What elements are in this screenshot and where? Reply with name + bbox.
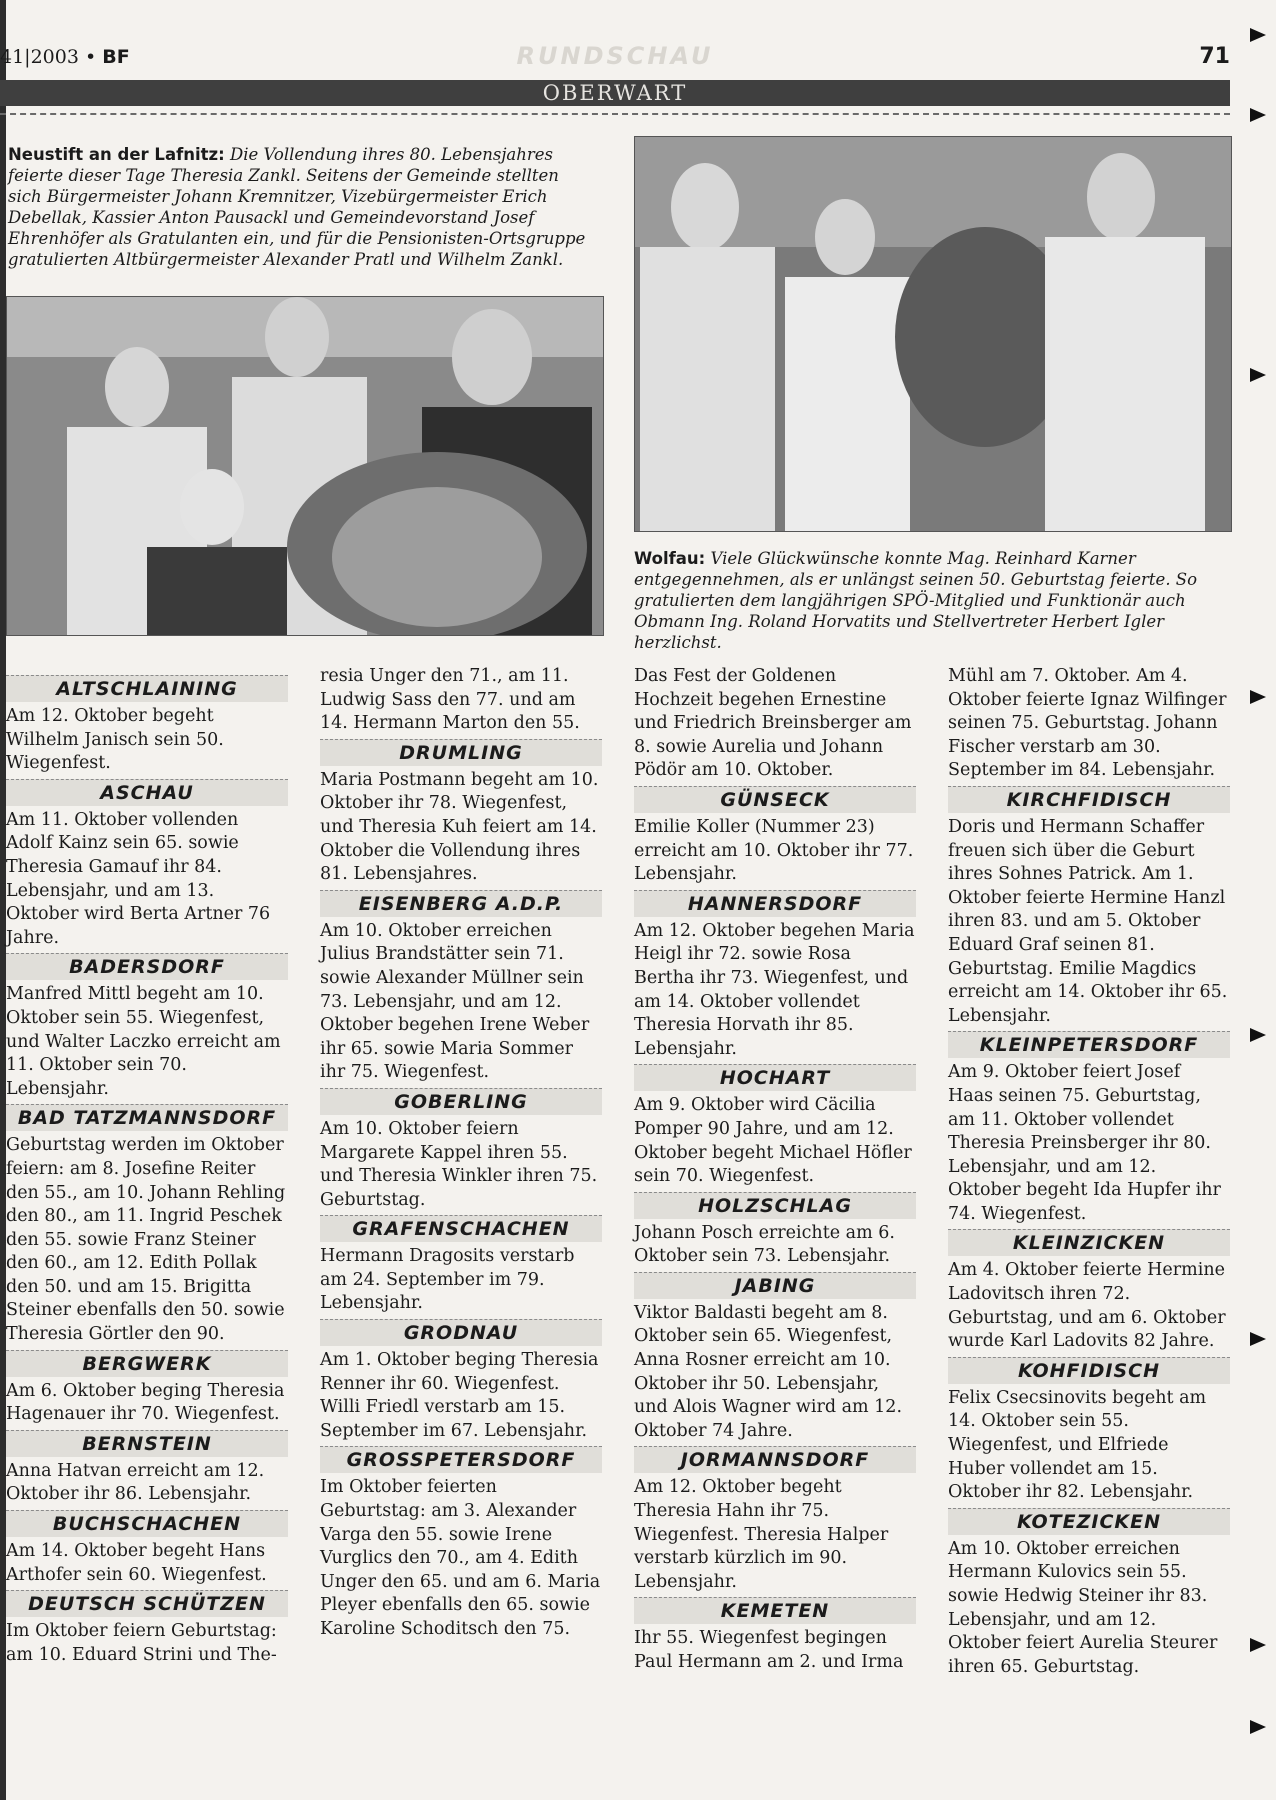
town-heading: BERNSTEIN: [6, 1430, 288, 1457]
town-entry: Maria Postmann begeht am 10. Oktober ihr 78. Wiegenfest, und Theresia Kuh feiert am 14. Oktober die Vollendung ihres 81. Lebensjahres.: [320, 769, 599, 885]
town-entry: Ihr 55. Wiegenfest begingen Paul Hermann am 2. und Irma: [634, 1628, 904, 1672]
town-entry: Am 9. Oktober wird Cäcilia Pomper 90 Jahre, und am 12. Oktober begeht Michael Höfler sein 70. Wiegenfest.: [634, 1095, 912, 1187]
town-entry: Am 10. Oktober feiern Margarete Kappel ihren 55. und Theresia Winkler ihren 75. Geburtstag.: [320, 1118, 598, 1210]
town-entry: Anna Hatvan erreicht am 12. Oktober ihr 86. Lebensjahr.: [6, 1460, 265, 1505]
town-entry: Am 6. Oktober beging Theresia Hagenauer ihr 70. Wiegenfest.: [6, 1380, 285, 1425]
binder-mark: [1250, 108, 1266, 122]
town-heading: KOTEZICKEN: [948, 1508, 1230, 1535]
town-heading: HOCHART: [634, 1064, 916, 1091]
town-entry: Am 12. Oktober begeht Theresia Hahn ihr 75. Wiegenfest. Theresia Halper verstarb kürzlich im 90. Lebensjahr.: [634, 1477, 889, 1592]
town-entry: Am 1. Oktober beging Theresia Renner ihr 60. Wiegenfest. Willi Friedl verstarb am 15. September im 67. Lebensjahr.: [320, 1350, 599, 1441]
caption-right: [634, 548, 1230, 653]
town-entry: Am 14. Oktober begeht Hans Arthofer sein 60. Wiegenfest.: [6, 1541, 267, 1585]
town-heading: HANNERSDORF: [634, 890, 916, 917]
town-entry: Am 11. Oktober vollenden Adolf Kainz sein 65. sowie Theresia Gamauf ihr 84. Lebensjahr, und am 13. Oktober wird Berta Artner 76 Jahre.: [6, 809, 271, 948]
town-heading: GÜNSECK: [634, 786, 916, 813]
town-heading: BERGWERK: [6, 1350, 288, 1377]
town-entry: Doris und Hermann Schaffer freuen sich über die Geburt ihres Sohnes Patrick. Am 1. Oktober feierte Hermine Hanzl ihren 83. und am 5. Oktober Eduard Graf seinen 81. Geburtstag. Emilie Magdics erreicht am 14. Oktober ihr 65. Lebensjahr.: [948, 816, 1228, 1026]
town-entry: Felix Csecsinovits begeht am 14. Oktober sein 55. Wiegenfest, und Elfriede Huber vollendet am 15. Oktober ihr 82. Lebensjahr.: [948, 1387, 1207, 1503]
town-entry: Im Oktober feierten Geburtstag: am 3. Alexander Varga den 55. sowie Irene Vurglics den 70., am 4. Edith Unger den 65. und am 6. Maria Pleyer ebenfalls den 65. sowie Karoline Schoditsch den 75.: [320, 1477, 601, 1639]
town-entry: Am 12. Oktober begeht Wilhelm Janisch sein 50. Wiegenfest.: [6, 706, 224, 774]
town-heading: KLEINPETERSDORF: [948, 1031, 1230, 1058]
town-entry: Am 10. Oktober erreichen Julius Brandstätter sein 71. sowie Alexander Müllner sein 73. Lebensjahr, und am 12. Oktober begehen Irene Weber ihr 65. sowie Maria Sommer ihr 75. Wiegenfest.: [320, 920, 590, 1083]
town-heading: ALTSCHLAINING: [6, 675, 288, 702]
town-heading: EISENBERG A.D.P.: [320, 890, 602, 917]
town-heading: ASCHAU: [6, 779, 288, 806]
town-heading: GRAFENSCHACHEN: [320, 1215, 602, 1242]
town-entry: Hermann Dragosits verstarb am 24. September im 79. Lebensjahr.: [320, 1246, 575, 1314]
caption-place: Wolfau:: [634, 549, 706, 568]
binder-mark: [1250, 1028, 1266, 1042]
town-entry: Am 9. Oktober feiert Josef Haas seinen 75. Geburtstag, am 11. Oktober vollendet Theresia Preinsberger ihr 80. Lebensjahr, und am 12. Oktober begeht Ida Hupfer ihr 74. Wiegenfest.: [948, 1062, 1221, 1224]
binder-mark: [1250, 368, 1266, 382]
town-entry: Mühl am 7. Oktober. Am 4. Oktober feierte Ignaz Wilfinger seinen 75. Geburtstag. Johann Fischer verstarb am 30. September im 84. Lebensjahr.: [948, 666, 1227, 781]
header-divider: [0, 113, 1230, 115]
town-heading: KLEINZICKEN: [948, 1229, 1230, 1256]
town-heading: KIRCHFIDISCH: [948, 786, 1230, 813]
column-4: [948, 665, 1230, 1681]
binder-mark: [1250, 1720, 1266, 1734]
binder-mark: [1250, 1332, 1266, 1346]
section-title: RUNDSCHAU: [516, 42, 714, 70]
town-entry: Im Oktober feiern Geburtstag: am 10. Eduard Strini und The-: [6, 1621, 277, 1665]
town-heading: DEUTSCH SCHÜTZEN: [6, 1590, 288, 1617]
town-heading: BUCHSCHACHEN: [6, 1510, 288, 1537]
town-entry: Geburtstag werden im Oktober feiern: am 8. Josefine Reiter den 55., am 10. Johann Rehling den 80., am 11. Ingrid Peschek den 55. sowie Franz Steiner den 60., am 12. Edith Pollak den 50. und am 15. Brigitta Steiner ebenfalls den 50. sowie Theresia Görtler den 90.: [6, 1135, 286, 1345]
town-heading: BAD TATZMANNSDORF: [6, 1104, 288, 1131]
town-entry: Am 4. Oktober feierte Hermine Ladovitsch ihren 72. Geburtstag, und am 6. Oktober wurde Karl Ladovits 82 Jahre.: [948, 1260, 1226, 1352]
caption-place: Neustift an der Lafnitz:: [8, 145, 225, 164]
photo-left-image: [7, 297, 603, 635]
caption-text: Die Vollendung ihres 80. Lebensjahres feierte dieser Tage Theresia Zankl. Seitens der Gemeinde stellten sich Bürgermeister Johann Kremnitzer, Vizebürgermeister Erich Debellak, Kassier Anton Pausackl und Gemeindevorstand Josef Ehrenhöfer als Gratulanten ein, und für die Pensionisten-Ortsgruppe gratulierten Altbürgermeister Alexander Pratl und Wilhelm Zankl.: [8, 145, 586, 269]
town-heading: JORMANNSDORF: [634, 1446, 916, 1473]
town-heading: DRUMLING: [320, 739, 602, 766]
column-1: [6, 672, 288, 1669]
photo-right-image: [635, 137, 1231, 531]
column-2: [320, 665, 602, 1644]
town-heading: KOHFIDISCH: [948, 1357, 1230, 1384]
photo-right: [634, 136, 1232, 532]
binder-mark: [1250, 28, 1266, 42]
caption-left: [8, 144, 586, 270]
town-entry: Am 10. Oktober erreichen Hermann Kulovics sein 55. sowie Hedwig Steiner ihr 83. Lebensjahr, und am 12. Oktober feiert Aurelia Steurer ihren 65. Geburtstag.: [948, 1538, 1218, 1677]
caption-text: Viele Glückwünsche konnte Mag. Reinhard Karner entgegennehmen, als er unlängst seinen 50. Geburtstag feierte. So gratulierten dem langjährigen SPÖ-Mitglied und Funktionär auch Obmann Ing. Roland Horvatits und Stellvertreter Herbert Igler herzlichst.: [634, 549, 1198, 652]
town-heading: KEMETEN: [634, 1597, 916, 1624]
town-heading: GOBERLING: [320, 1088, 602, 1115]
town-entry: Viktor Baldasti begeht am 8. Oktober sein 65. Wiegenfest, Anna Rosner erreicht am 10. Oktober ihr 50. Lebensjahr, und Alois Wagner wird am 12. Oktober 74 Jahre.: [634, 1302, 903, 1441]
issue-label: 41|2003 • BF: [0, 46, 130, 68]
region-bar: [0, 80, 1230, 106]
town-heading: HOLZSCHLAG: [634, 1192, 916, 1219]
town-entry: Das Fest der Goldenen Hochzeit begehen Ernestine und Friedrich Breinsberger am 8. sowie Aurelia und Johann Pödör am 10. Oktober.: [634, 666, 912, 781]
town-entry: Emilie Koller (Nummer 23) erreicht am 10. Oktober ihr 77. Lebensjahr.: [634, 816, 914, 885]
page-header: [0, 42, 1230, 72]
town-heading: BADERSDORF: [6, 953, 288, 980]
region-title: OBERWART: [542, 81, 688, 105]
column-3: [634, 665, 916, 1677]
binder-mark: [1250, 1638, 1266, 1652]
town-entry: resia Unger den 71., am 11. Ludwig Sass den 77. und am 14. Hermann Marton den 55.: [320, 666, 580, 734]
town-heading: GRODNAU: [320, 1319, 602, 1346]
photo-left: [6, 296, 604, 636]
town-entry: Johann Posch erreichte am 6. Oktober sein 73. Lebensjahr.: [634, 1222, 895, 1267]
page-number: 71: [1199, 44, 1230, 69]
town-heading: GROSSPETERSDORF: [320, 1446, 602, 1473]
brand: BF: [102, 46, 130, 68]
binder-mark: [1250, 690, 1266, 704]
town-heading: JABING: [634, 1272, 916, 1299]
town-entry: Manfred Mittl begeht am 10. Oktober sein 55. Wiegenfest, und Walter Laczko erreicht am 11. Oktober sein 70. Lebensjahr.: [6, 984, 281, 1099]
town-entry: Am 12. Oktober begehen Maria Heigl ihr 72. sowie Rosa Bertha ihr 73. Wiegenfest, und am 14. Oktober vollendet Theresia Horvath ihr 85. Lebensjahr.: [634, 920, 915, 1059]
